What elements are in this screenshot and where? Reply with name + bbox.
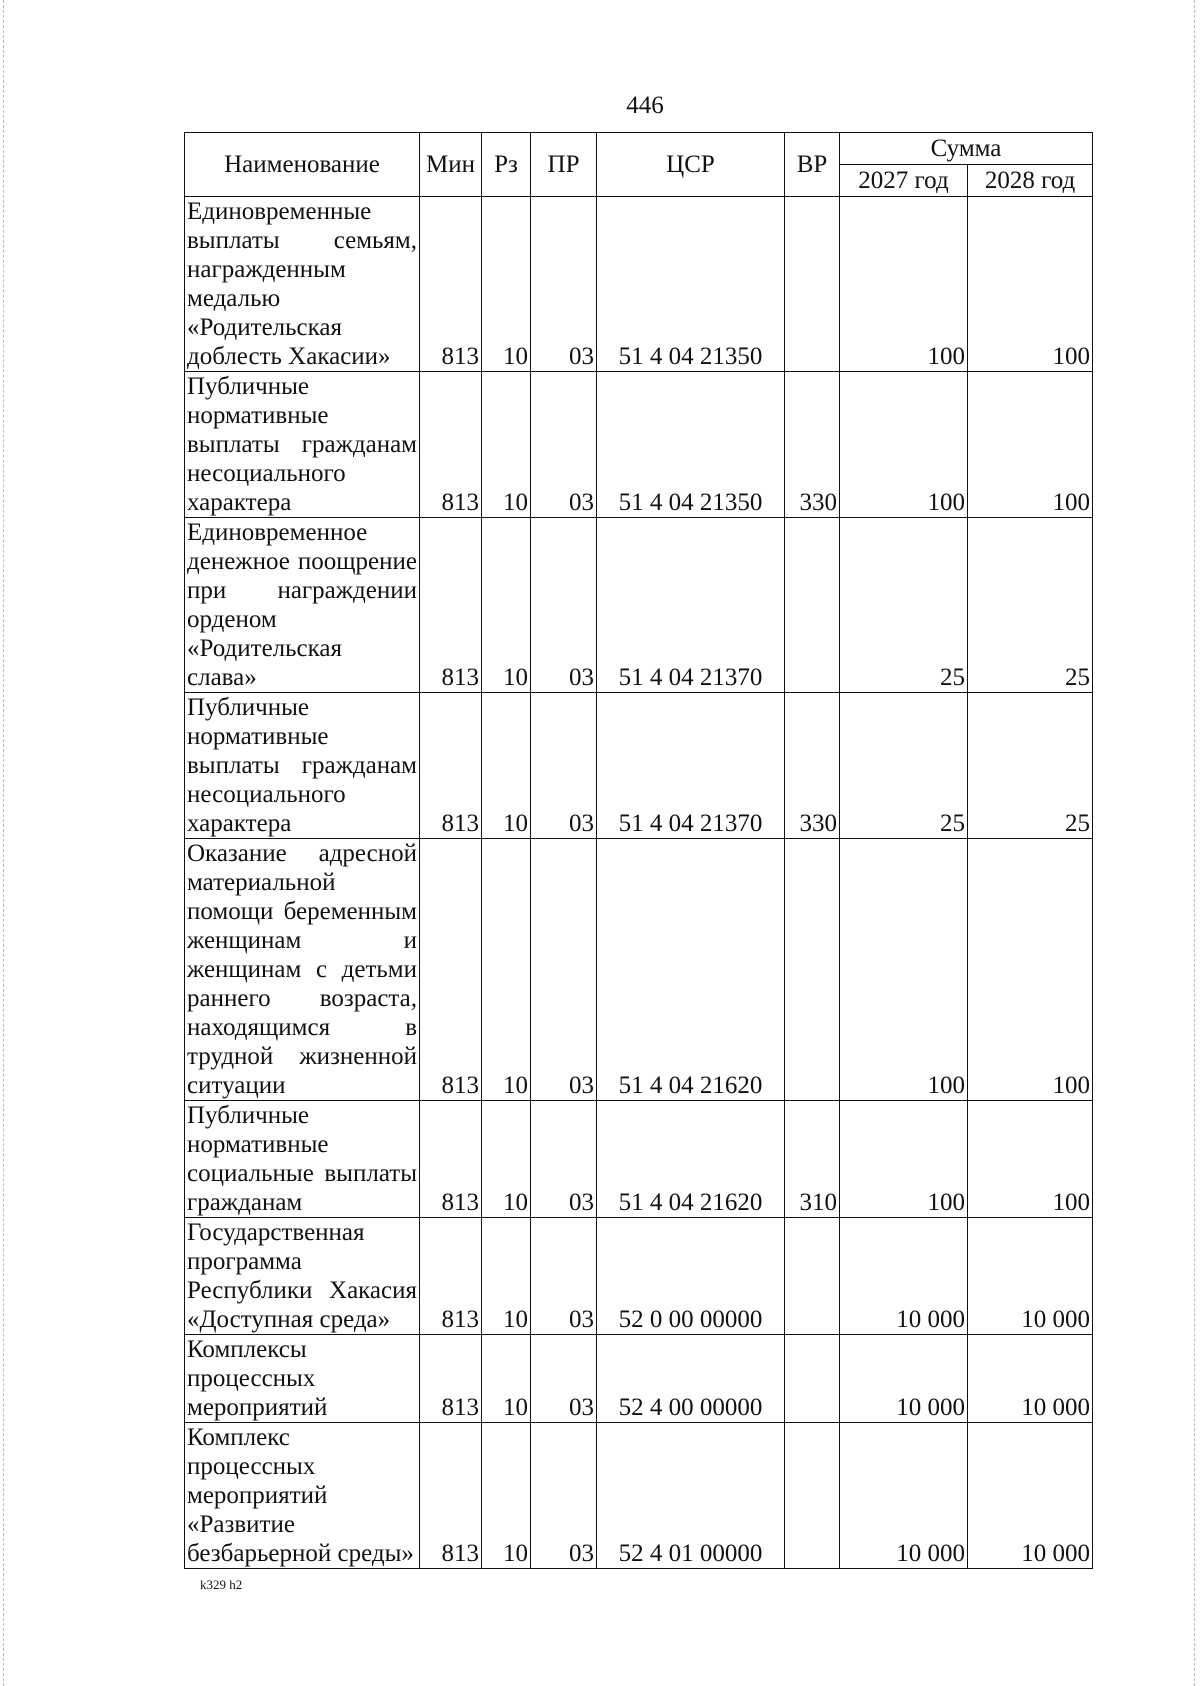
cell-name: Единовременное денежное поощрение при награждении орденом «Родительская слава» (185, 518, 420, 693)
cell-vr (785, 839, 840, 1101)
cell-amount-2027: 25 (840, 693, 968, 839)
table-row (185, 1335, 1093, 1423)
cell-amount-2027: 100 (840, 197, 968, 372)
cell-rz: 10 (482, 197, 531, 372)
cell-min: 813 (420, 839, 482, 1101)
cell-vr: 330 (785, 693, 840, 839)
cell-amount-2028: 100 (968, 197, 1093, 372)
cell-amount-2027: 100 (840, 1101, 968, 1218)
scan-edge-left (3, 0, 4, 1686)
header-min: Мин (420, 133, 482, 197)
cell-vr (785, 518, 840, 693)
cell-csr: 51 4 04 21620 (597, 839, 785, 1101)
cell-amount-2027: 25 (840, 518, 968, 693)
cell-rz: 10 (482, 1218, 531, 1335)
cell-rz: 10 (482, 693, 531, 839)
cell-pr: 03 (531, 518, 597, 693)
table-row (185, 693, 1093, 839)
page-number: 446 (626, 92, 664, 119)
cell-amount-2028: 10 000 (968, 1218, 1093, 1335)
header-name: Наименование (185, 133, 420, 197)
cell-rz: 10 (482, 372, 531, 518)
cell-pr: 03 (531, 1218, 597, 1335)
cell-name: Комплекс процессных мероприятий «Развитие безбарьерной среды» (185, 1423, 420, 1569)
cell-amount-2027: 100 (840, 839, 968, 1101)
cell-csr: 52 4 01 00000 (597, 1423, 785, 1569)
cell-name: Государственная программа Республики Хакасия «Доступная среда» (185, 1218, 420, 1335)
cell-pr: 03 (531, 197, 597, 372)
cell-rz: 10 (482, 518, 531, 693)
table-row (185, 1423, 1093, 1569)
cell-vr (785, 1218, 840, 1335)
cell-pr: 03 (531, 372, 597, 518)
cell-min: 813 (420, 1101, 482, 1218)
cell-rz: 10 (482, 1335, 531, 1423)
cell-amount-2028: 10 000 (968, 1335, 1093, 1423)
cell-vr: 310 (785, 1101, 840, 1218)
table-row (185, 518, 1093, 693)
header-vr: ВР (785, 133, 840, 197)
table-row (185, 1218, 1093, 1335)
cell-vr (785, 1335, 840, 1423)
header-year-2027: 2027 год (840, 165, 968, 197)
cell-min: 813 (420, 693, 482, 839)
cell-csr: 51 4 04 21350 (597, 372, 785, 518)
cell-amount-2028: 100 (968, 372, 1093, 518)
cell-pr: 03 (531, 1335, 597, 1423)
cell-amount-2028: 25 (968, 693, 1093, 839)
cell-amount-2027: 10 000 (840, 1423, 968, 1569)
cell-csr: 51 4 04 21370 (597, 518, 785, 693)
cell-name: Единовременные выплаты семьям, награжденным медалью «Родительская доблесть Хакасии» (185, 197, 420, 372)
cell-pr: 03 (531, 693, 597, 839)
cell-csr: 51 4 04 21350 (597, 197, 785, 372)
cell-min: 813 (420, 518, 482, 693)
table-row (185, 839, 1093, 1101)
table-row (185, 372, 1093, 518)
table-body (185, 197, 1093, 1569)
cell-rz: 10 (482, 1101, 531, 1218)
cell-amount-2027: 10 000 (840, 1335, 968, 1423)
cell-pr: 03 (531, 1101, 597, 1218)
header-csr: ЦСР (597, 133, 785, 197)
cell-amount-2028: 10 000 (968, 1423, 1093, 1569)
cell-amount-2027: 10 000 (840, 1218, 968, 1335)
table-row (185, 197, 1093, 372)
cell-name: Оказание адресной материальной помощи беременным женщинам и женщинам с детьми раннего возраста, находящимся в трудной жизненной ситуации (185, 839, 420, 1101)
cell-rz: 10 (482, 839, 531, 1101)
header-year-2028: 2028 год (968, 165, 1093, 197)
cell-csr: 51 4 04 21370 (597, 693, 785, 839)
cell-amount-2028: 100 (968, 839, 1093, 1101)
table-row (185, 1101, 1093, 1218)
cell-csr: 51 4 04 21620 (597, 1101, 785, 1218)
cell-pr: 03 (531, 1423, 597, 1569)
cell-min: 813 (420, 1423, 482, 1569)
cell-vr (785, 197, 840, 372)
scan-edge-right (1194, 0, 1195, 1686)
cell-amount-2028: 100 (968, 1101, 1093, 1218)
header-rz: Рз (482, 133, 531, 197)
cell-min: 813 (420, 1218, 482, 1335)
cell-amount-2027: 100 (840, 372, 968, 518)
cell-min: 813 (420, 372, 482, 518)
cell-amount-2028: 25 (968, 518, 1093, 693)
cell-csr: 52 0 00 00000 (597, 1218, 785, 1335)
cell-min: 813 (420, 1335, 482, 1423)
cell-pr: 03 (531, 839, 597, 1101)
footer-code: k329 h2 (200, 1577, 243, 1592)
table-header (185, 133, 1093, 197)
cell-vr: 330 (785, 372, 840, 518)
header-sum: Сумма (840, 133, 1093, 165)
cell-csr: 52 4 00 00000 (597, 1335, 785, 1423)
header-pr: ПР (531, 133, 597, 197)
cell-name: Комплексы процессных мероприятий (185, 1335, 420, 1423)
cell-rz: 10 (482, 1423, 531, 1569)
cell-name: Публичные нормативные выплаты гражданам несоциального характера (185, 693, 420, 839)
cell-name: Публичные нормативные социальные выплаты гражданам (185, 1101, 420, 1218)
budget-table (184, 132, 1093, 1569)
cell-min: 813 (420, 197, 482, 372)
cell-name: Публичные нормативные выплаты гражданам несоциального характера (185, 372, 420, 518)
cell-vr (785, 1423, 840, 1569)
